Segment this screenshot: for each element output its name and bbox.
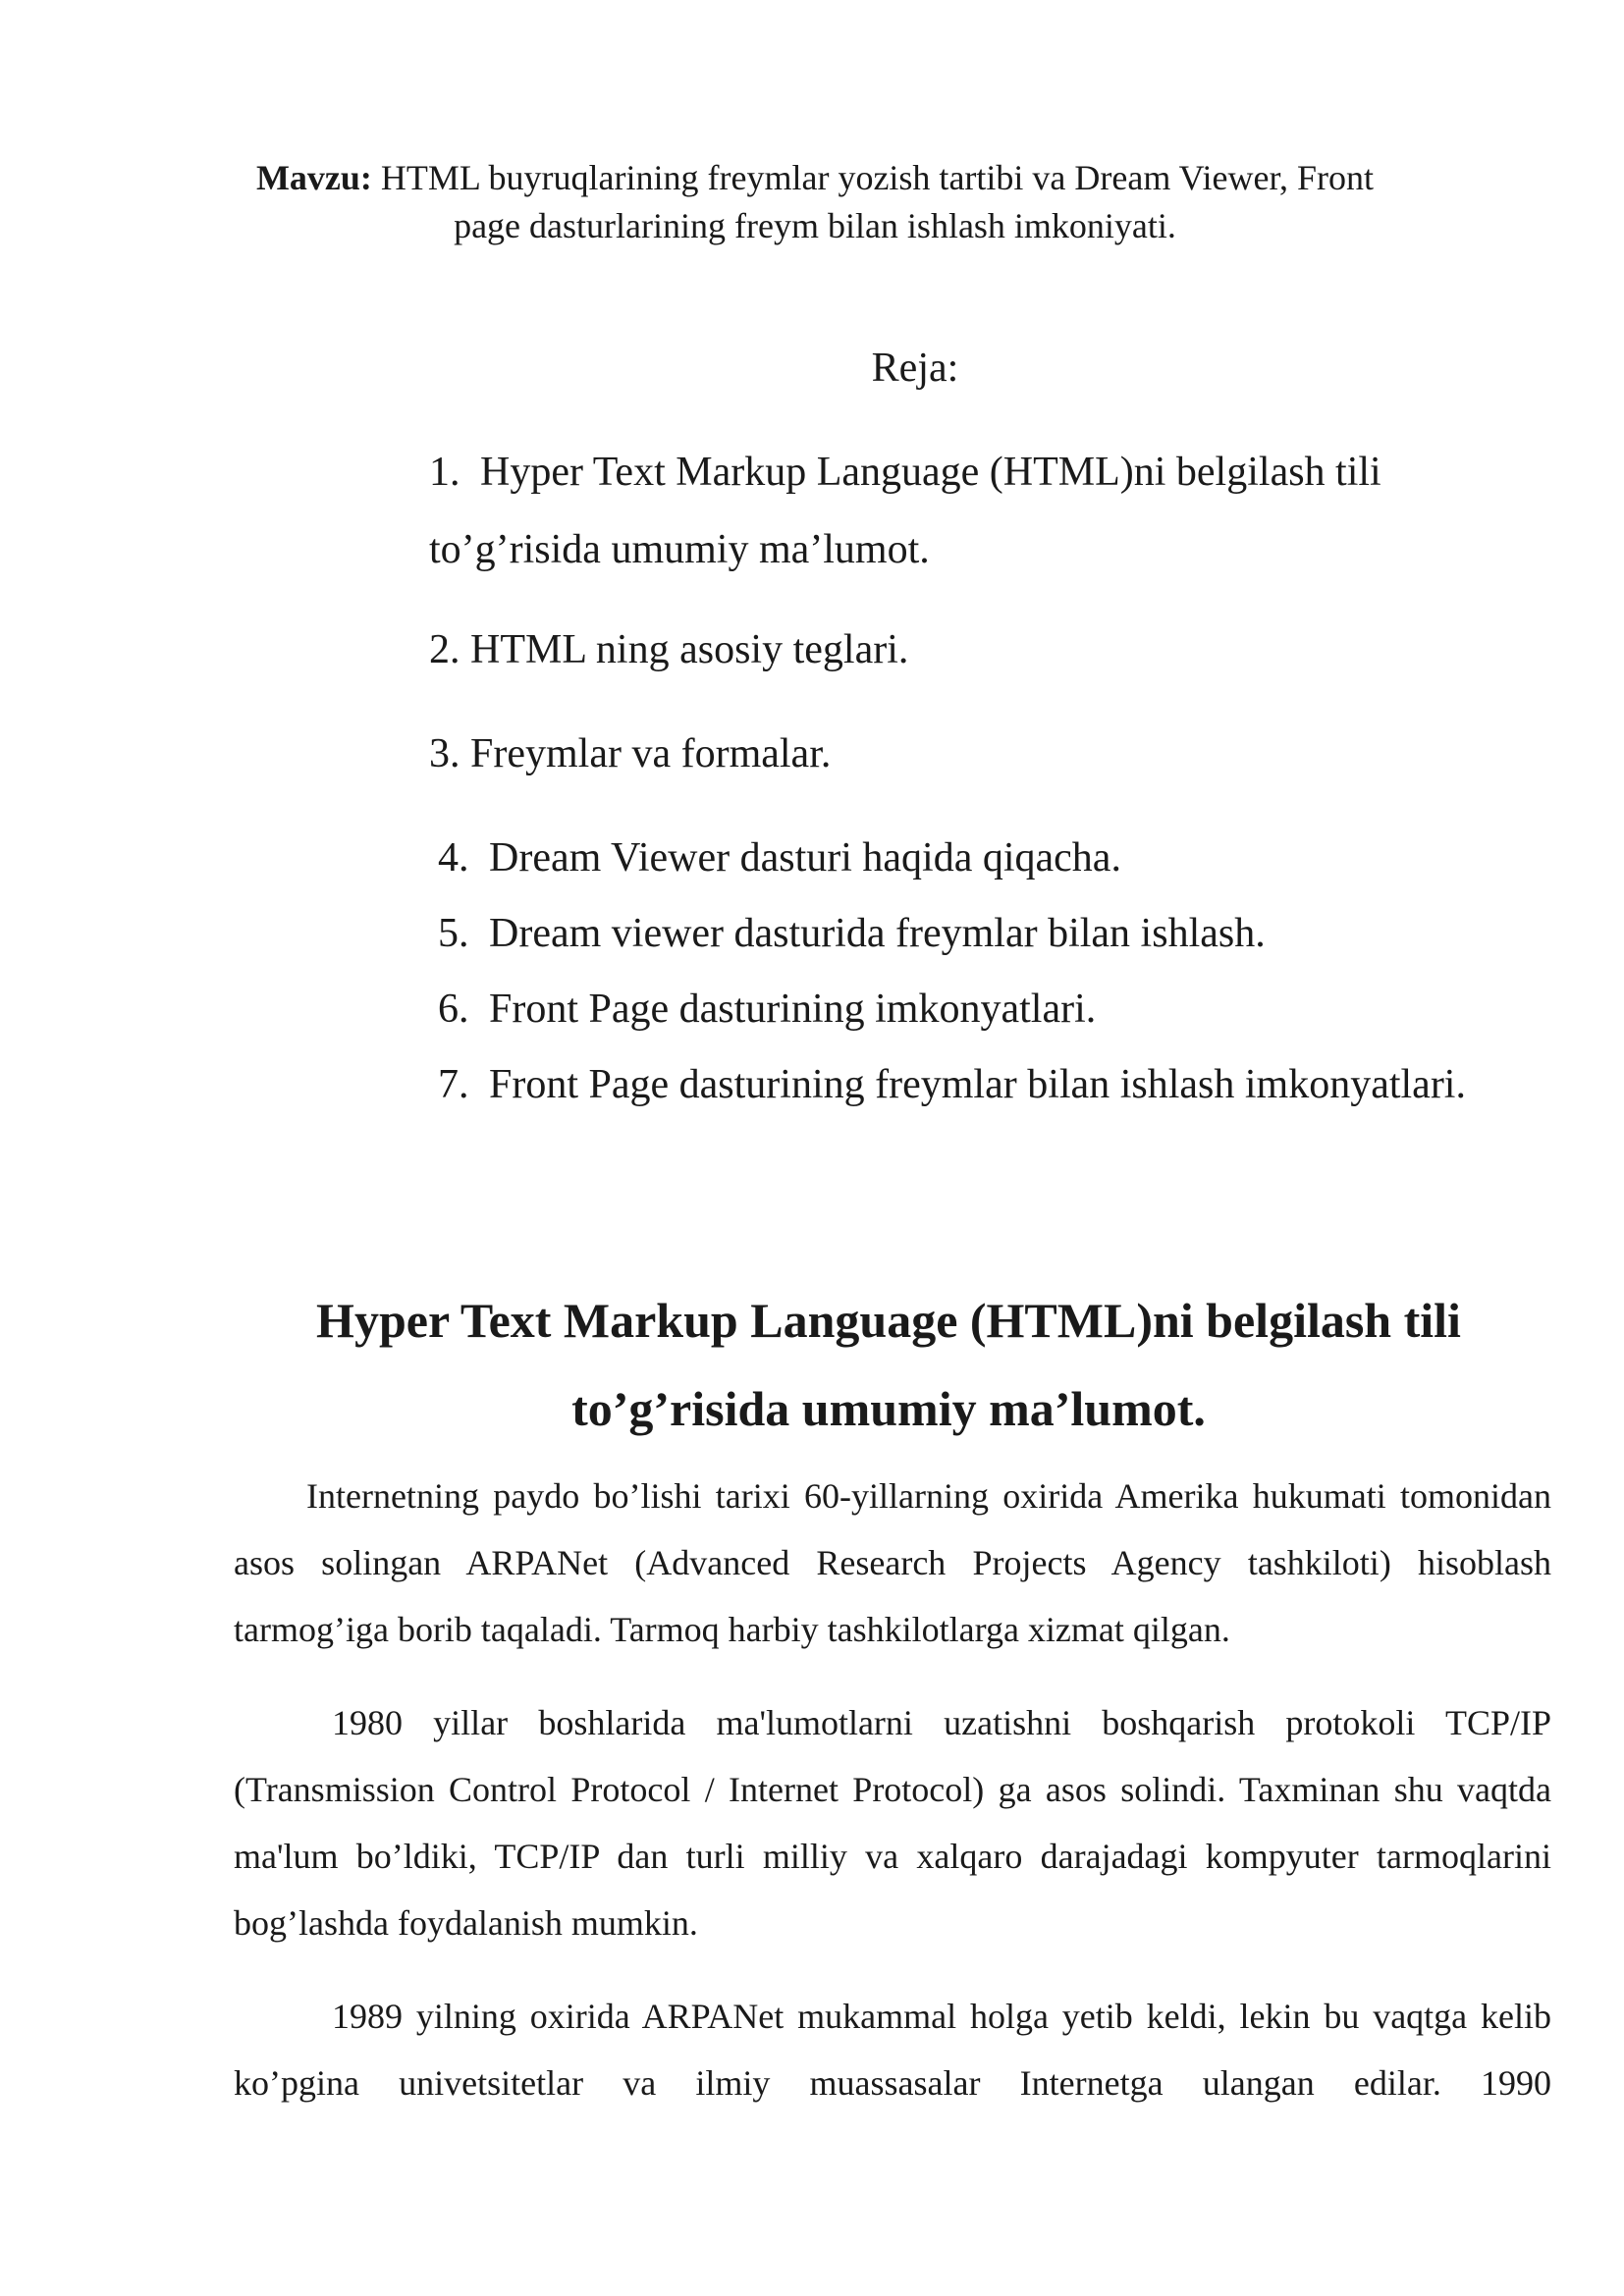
plan-item-text: Dream viewer dasturida freymlar bilan ishlash. — [489, 911, 1266, 956]
plan-item-number: 4. — [438, 835, 469, 881]
plan-item-1 — [429, 448, 1381, 497]
plan-item-5 — [438, 909, 1266, 958]
body-paragraph-3: 1989 yilning oxirida ARPANet mukammal holga yetib keldi, lekin bu vaqtga kelib ko’pgina univetsitetlar va ilmiy muassasalar Internetga ulangan edilar. 1990 — [234, 1997, 1551, 2103]
section-heading-line: to’g’risida umumiy ma’lumot. — [571, 1381, 1206, 1436]
plan-item-text: Freymlar va formalar. — [470, 731, 832, 776]
plan-item-text: Front Page dasturining freymlar bilan ishlash imkonyatlari. — [489, 1062, 1466, 1107]
topic-label: Mavzu: — [255, 158, 372, 197]
body-paragraph-1: Internetning paydo bo’lishi tarixi 60-yillarning oxirida Amerika hukumati tomonidan asos solingan ARPANet (Advanced Research Projects Agency tashkiloti) hisoblash tarmog’iga borib taqaladi. Tarmoq harbiy tashkilotlarga xizmat qilgan. — [234, 1476, 1551, 1649]
plan-item-text: Front Page dasturining imkonyatlari. — [489, 987, 1097, 1032]
plan-item-2 — [429, 625, 908, 674]
plan-item-1-continued — [429, 525, 930, 574]
plan-item-7 — [438, 1060, 1466, 1109]
plan-item-text: Dream Viewer dasturi haqida qiqacha. — [489, 835, 1121, 881]
plan-item-6 — [438, 985, 1096, 1034]
plan-item-3 — [429, 729, 831, 778]
plan-item-number: 6. — [438, 987, 469, 1032]
topic-header — [226, 154, 1404, 250]
section-heading-line: Hyper Text Markup Language (HTML)ni belgilash tili — [316, 1293, 1461, 1348]
plan-item-text: Hyper Text Markup Language (HTML)ni belgilash tili — [480, 450, 1381, 495]
plan-item-number: 2. — [429, 627, 460, 672]
plan-item-4 — [438, 833, 1121, 882]
plan-heading: Reja: — [871, 346, 959, 391]
plan-item-number: 5. — [438, 911, 469, 956]
plan-item-number: 3. — [429, 731, 460, 776]
plan-item-text: HTML ning asosiy teglari. — [470, 627, 909, 672]
plan-item-number: 1. — [429, 450, 460, 495]
section-heading — [226, 1276, 1551, 1453]
plan-item-text: to’g’risida umumiy ma’lumot. — [429, 527, 930, 572]
topic-text: HTML buyruqlarining freymlar yozish tartibi va Dream Viewer, Front page dasturlarining freym bilan ishlash imkoniyati. — [380, 158, 1375, 245]
body-paragraph-2: 1980 yillar boshlarida ma'lumotlarni uzatishni boshqarish protokoli TCP/IP (Transmission Control Protocol / Internet Protocol) ga asos solindi. Taxminan shu vaqtda ma'lum bo’ldiki, TCP/IP dan turli milliy va xalqaro darajadagi kompyuter tarmoqlarini bog’lashda foydalanish mumkin. — [234, 1703, 1551, 1943]
plan-item-number: 7. — [438, 1062, 469, 1107]
